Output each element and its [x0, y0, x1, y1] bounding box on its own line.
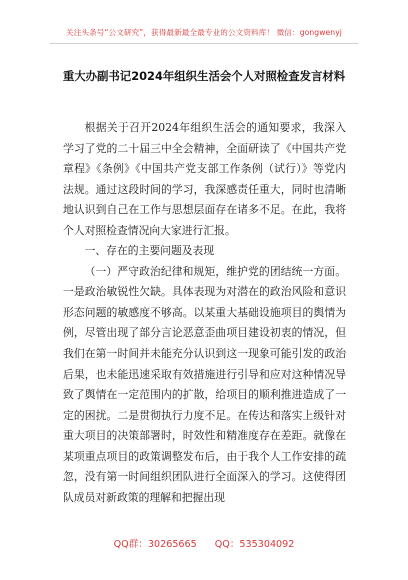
- qq-group: QQ群：30265665: [113, 539, 197, 550]
- document-title: 重大办副书记2024年组织生活会个人对照检查发言材料: [62, 69, 346, 83]
- document-body: [63, 118, 346, 508]
- qq-number: QQ：535304092: [214, 539, 295, 550]
- intro-paragraph: 根据关于召开2024年组织生活会的通知要求，我深入学习了党的二十届三中全会精神，全面研读了《中国共产党章程》《条例》《中国共产党支部工作条例（试行）》等党内法规。通过这段时间的学习，我深感责任重大，同时也清晰地认识到自己在工作与思想层面存在诸多不足。在此，我将个人对照检查情况向大家进行汇报。: [63, 121, 346, 237]
- subsection-paragraph: （一）严守政治纪律和规矩，维护党的团结统一方面。一是政治敏锐性欠缺。具体表现为对潜在的政治风险和意识形态问题的敏感度不够高。以某重大基础设施项目的舆情为例，尽管出现了部分言论恶意歪曲项目建设初衷的情况，但我们在第一时间并未能充分认识到这一现象可能引发的政治后果，也未能迅速采取有效措施进行引导和应对这种情况导致了舆情在一定范围内的扩散，给项目的顺利推进造成了一定的困扰。二是贯彻执行力度不足。在传达和落实上级针对重大项目的决策部署时，时效性和精准度存在差距。就像在某项重点项目的政策调整发布后，由于我个人工作安排的疏忽，没有第一时间组织团队进行全面深入的学习。这使得团队成员对新政策的理解和把握出现: [63, 264, 346, 504]
- section-heading: 一、存在的主要问题及表现: [84, 244, 215, 258]
- header-divider: [50, 43, 358, 44]
- header-banner: 关注头条号“公文研究”，获得最新最全最专业的公文资料库！ 微信：gongwenyj: [66, 28, 342, 37]
- footer-contact: [0, 536, 408, 550]
